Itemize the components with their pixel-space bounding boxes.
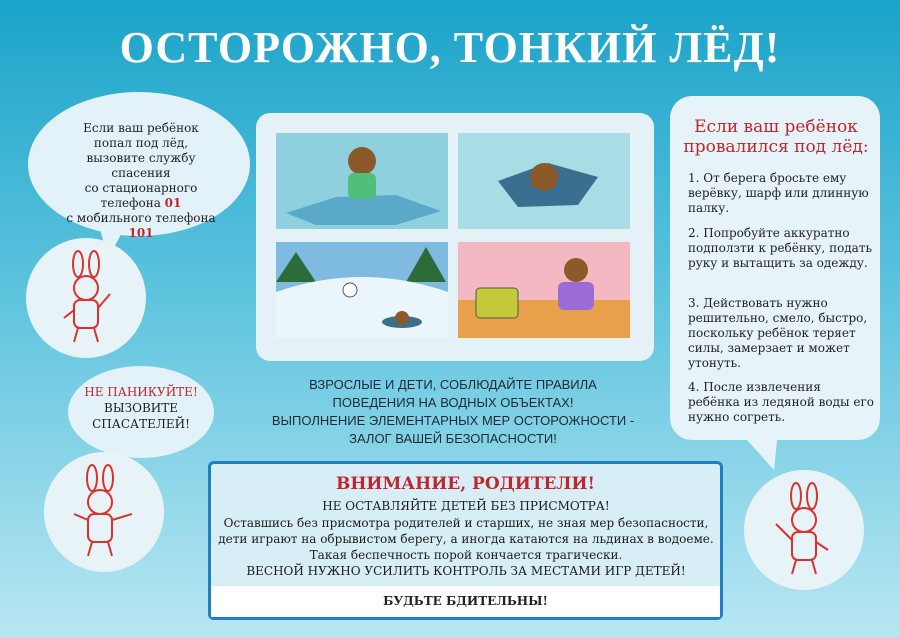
safety-line: ВЗРОСЛЫЕ И ДЕТИ, СОБЛЮДАЙТЕ ПРАВИЛА	[309, 377, 597, 392]
attention-line: Такая беспечность порой кончается трагически.	[309, 548, 623, 562]
picture-bear-on-ice	[276, 133, 448, 229]
attention-line: дети играют на обрывистом берегу, а иногда катаются на льдинах в водоеме.	[218, 532, 714, 546]
poster-title: ОСТОРОЖНО, ТОНКИЙ ЛЁД!	[119, 23, 781, 72]
phone-bubble-text	[56, 121, 226, 241]
phone-line-landline	[56, 181, 226, 211]
mobile-label: с мобильного телефона	[66, 211, 216, 225]
safety-line: ПОВЕДЕНИЯ НА ВОДНЫХ ОБЪЕКТАХ!	[332, 395, 574, 410]
mobile-number: 101	[128, 226, 154, 240]
rabbit-mascot-icon	[762, 482, 848, 582]
rabbit-mascot-icon	[48, 250, 128, 350]
landline-label: со стационарного телефона	[84, 181, 198, 210]
phone-line-mobile	[56, 211, 226, 241]
phone-line: Если ваш ребёнок	[83, 121, 199, 135]
safety-line: ВЫПОЛНЕНИЕ ЭЛЕМЕНТАРНЫХ МЕР ОСТОРОЖНОСТИ -	[271, 413, 635, 428]
phone-line: вызовите службу спасения	[86, 151, 196, 180]
phone-line: попал под лёд,	[93, 136, 189, 150]
panel-tail	[738, 430, 788, 476]
panic-line: СПАСАТЕЛЕЙ!	[92, 417, 190, 431]
safety-line: ЗАЛОГ ВАШЕЙ БЕЗОПАСНОСТИ!	[349, 431, 557, 446]
bear-with-tv-icon	[458, 242, 630, 338]
rescue-step: 3. Действовать нужно решительно, смело, быстро, поскольку ребёнок теряет силы, замерзает и может утонуть.	[688, 296, 868, 370]
attention-line: ВЕСНОЙ НУЖНО УСИЛИТЬ КОНТРОЛЬ ЗА МЕСТАМИ ИГР ДЕТЕЙ!	[246, 564, 686, 578]
picture-bear-in-water	[458, 133, 630, 229]
safety-rules-text	[248, 376, 658, 448]
rescue-step: 4. После извлечения ребёнка из ледяной воды его нужно согреть.	[688, 380, 874, 424]
picture-bear-warming	[458, 242, 630, 338]
panic-warning: НЕ ПАНИКУЙТЕ!	[84, 385, 198, 399]
rabbit-with-stick-icon	[276, 242, 448, 338]
picture-rabbit-rescue	[276, 242, 448, 338]
attention-title: ВНИМАНИЕ, РОДИТЕЛИ!	[335, 474, 595, 494]
attention-line: НЕ ОСТАВЛЯЙТЕ ДЕТЕЙ БЕЗ ПРИСМОТРА!	[322, 499, 610, 513]
landline-number: 01	[164, 196, 182, 210]
panic-bubble-text	[72, 384, 210, 432]
bear-in-water-icon	[458, 133, 630, 229]
rabbit-mascot-icon	[62, 464, 148, 564]
panic-line: ВЫЗОВИТЕ	[104, 401, 178, 415]
attention-footer: БУДЬТЕ БДИТЕЛЬНЫ!	[211, 586, 720, 617]
rescue-step: 1. От берега бросьте ему верёвку, шарф или длинную палку.	[688, 171, 869, 215]
bear-on-ice-icon	[276, 133, 448, 229]
rescue-steps-title: Если ваш ребёнок провалился под лёд:	[683, 117, 869, 157]
rescue-step: 2. Попробуйте аккуратно подползти к ребёнку, подать руку и вытащить за одежду.	[688, 226, 873, 270]
attention-line: Оставшись без присмотра родителей и старших, не зная мер безопасности,	[223, 516, 709, 530]
